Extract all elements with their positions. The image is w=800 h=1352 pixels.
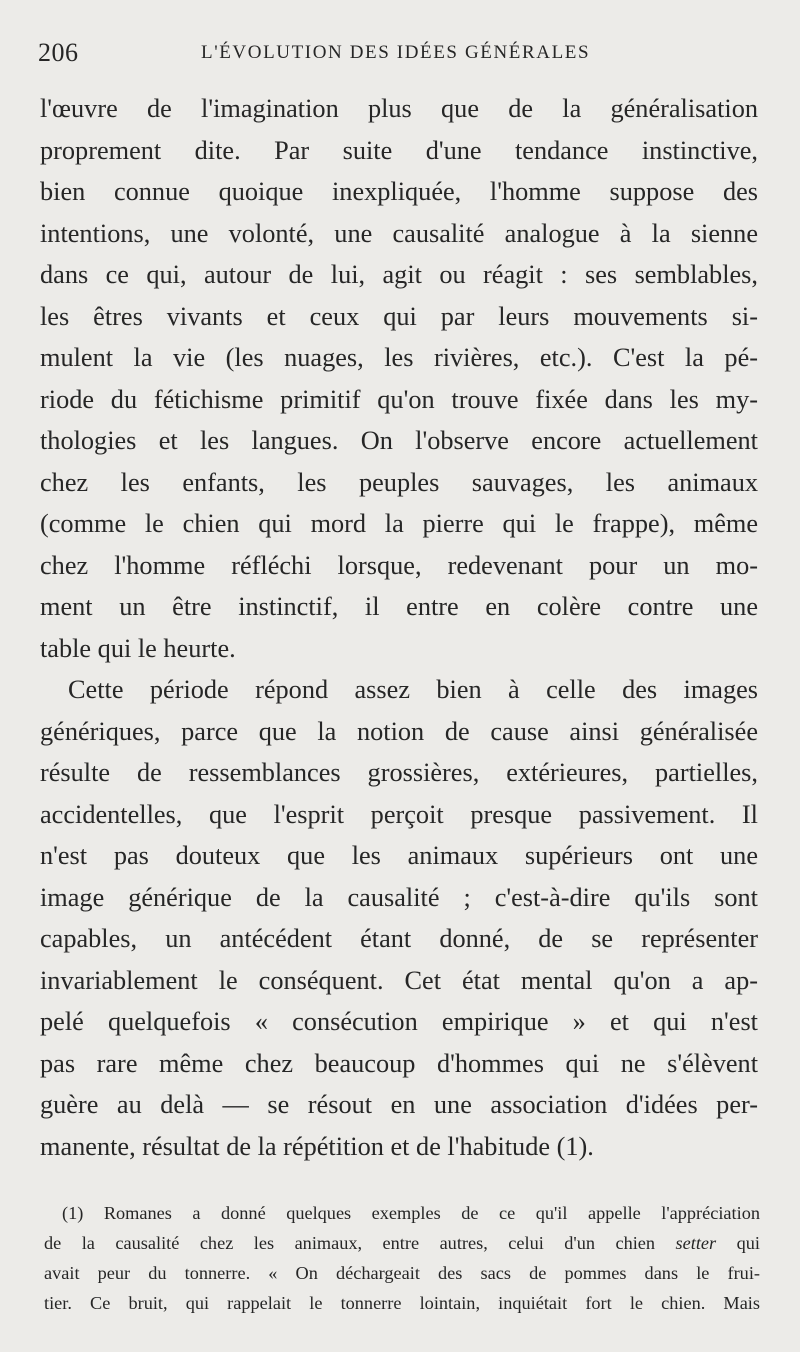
text-line: thologies et les langues. On l'observe encore actuellement [40, 426, 758, 455]
body-text [40, 88, 758, 1167]
text-line: génériques, parce que la notion de cause ainsi généralisée [40, 716, 758, 746]
page-number: 206 [38, 38, 79, 67]
text-line: pelé quelquefois « consécution empirique » et qui n'est [40, 1007, 758, 1036]
footnote-line: (1) Romanes a donné quelques exemples de ce qu'il appelle l'appréciation [62, 1203, 760, 1223]
footnote-line [44, 1228, 760, 1258]
text-line: les êtres vivants et ceux qui par leurs mouvements si- [40, 301, 758, 331]
text-line: invariablement le conséquent. Cet état mental qu'on a ap- [40, 965, 758, 995]
text-line: riode du fétichisme primitif qu'on trouve fixée dans les my- [40, 384, 758, 414]
paragraph-first-line: Cette période répond assez bien à celle des images [68, 675, 758, 704]
text-line: intentions, une volonté, une causalité analogue à la sienne [40, 218, 758, 248]
text-line: proprement dite. Par suite d'une tendance instinctive, [40, 135, 758, 165]
running-title: L'ÉVOLUTION DES IDÉES GÉNÉRALES [201, 42, 591, 63]
text-line: manente, résultat de la répétition et de l'habitude (1). [40, 1131, 594, 1161]
text-line: guère au delà — se résout en une association d'idées per- [40, 1090, 758, 1119]
text-line: l'œuvre de l'imagination plus que de la généralisation [40, 94, 758, 123]
text-line: chez les enfants, les peuples sauvages, les animaux [40, 467, 758, 497]
text-line: image générique de la causalité ; c'est-à-dire qu'ils sont [40, 882, 758, 912]
text-line: résulte de ressemblances grossières, extérieures, partielles, [40, 758, 758, 787]
footnote-text: de la causalité chez les animaux, entre autres, celui d'un chien [44, 1233, 676, 1253]
text-line: capables, un antécédent étant donné, de se représenter [40, 924, 758, 953]
text-line: n'est pas douteux que les animaux supérieurs ont une [40, 841, 758, 870]
running-head [38, 38, 762, 68]
footnote-line: tier. Ce bruit, qui rappelait le tonnerre lointain, inquiétait fort le chien. Mais [44, 1293, 760, 1313]
text-line: ment un être instinctif, il entre en colère contre une [40, 592, 758, 621]
text-line: mulent la vie (les nuages, les rivières, etc.). C'est la pé- [40, 343, 758, 372]
text-line: accidentelles, que l'esprit perçoit presque passivement. Il [40, 799, 758, 829]
text-line: table qui le heurte. [40, 633, 236, 663]
text-line: bien connue quoique inexpliquée, l'homme suppose des [40, 177, 758, 206]
text-line: pas rare même chez beaucoup d'hommes qui ne s'élèvent [40, 1048, 758, 1078]
footnote-italic-term: setter [675, 1233, 717, 1253]
text-line: chez l'homme réfléchi lorsque, redevenant pour un mo- [40, 550, 758, 580]
text-line: (comme le chien qui mord la pierre qui le frappe), même [40, 509, 758, 538]
footnote-text: qui [716, 1233, 760, 1253]
footnote [44, 1198, 760, 1318]
text-line: dans ce qui, autour de lui, agit ou réagit : ses semblables, [40, 260, 758, 289]
footnote-line: avait peur du tonnerre. « On déchargeait des sacs de pommes dans le frui- [44, 1263, 760, 1283]
